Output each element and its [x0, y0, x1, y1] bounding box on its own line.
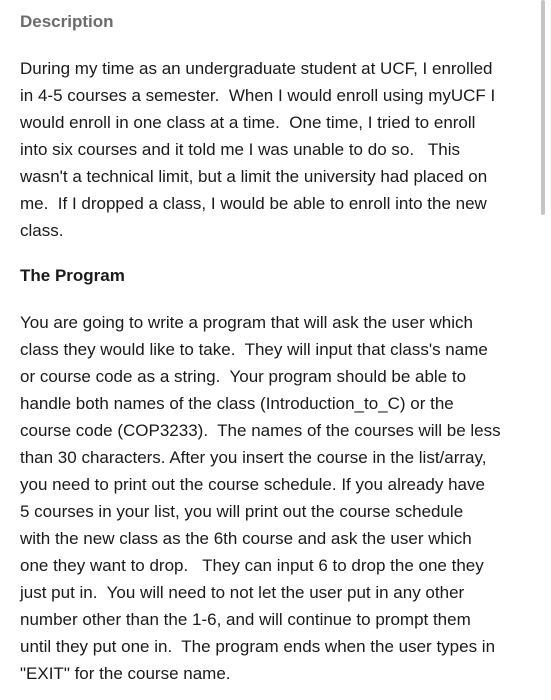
program-line: number other than the 1-6, and will continue to prompt them [20, 610, 471, 629]
program-line: 5 courses in your list, you will print out the course schedule [20, 502, 464, 521]
program-line: course code (COP3233). The names of the courses will be less [20, 421, 501, 440]
scrollbar[interactable] [541, 0, 545, 215]
description-line: me. If I dropped a class, I would be able to enroll into the new [20, 194, 487, 213]
description-line: class. [20, 221, 64, 240]
description-line: into six courses and it told me I was unable to do so. This [20, 140, 461, 159]
program-line: or course code as a string. Your program should be able to [20, 367, 467, 386]
description-line: During my time as an undergraduate student at UCF, I enrolled [20, 59, 493, 78]
description-heading: Description [20, 12, 114, 31]
description-line: wasn't a technical limit, but a limit the university had placed on [20, 167, 488, 186]
program-paragraph [20, 309, 536, 687]
program-line: "EXIT" for the course name. [20, 664, 231, 683]
program-line: class they would like to take. They will input that class's name [20, 340, 488, 359]
program-line: You are going to write a program that will ask the user which [20, 313, 473, 332]
program-heading: The Program [20, 266, 125, 285]
program-line: than 30 characters. After you insert the course in the list/array, [20, 448, 487, 467]
program-line: handle both names of the class (Introduction_to_C) or the [20, 394, 454, 413]
program-line: with the new class as the 6th course and ask the user which [20, 529, 472, 548]
program-line: one they want to drop. They can input 6 to drop the one they [20, 556, 484, 575]
program-line: until they put one in. The program ends when the user types in [20, 637, 496, 656]
description-line: in 4-5 courses a semester. When I would enroll using myUCF I [20, 86, 496, 105]
description-line: would enroll in one class at a time. One time, I tried to enroll [20, 113, 476, 132]
program-line: you need to print out the course schedule. If you already have [20, 475, 485, 494]
description-paragraph [20, 55, 536, 244]
program-line: just put in. You will need to not let the user put in any other [20, 583, 465, 602]
